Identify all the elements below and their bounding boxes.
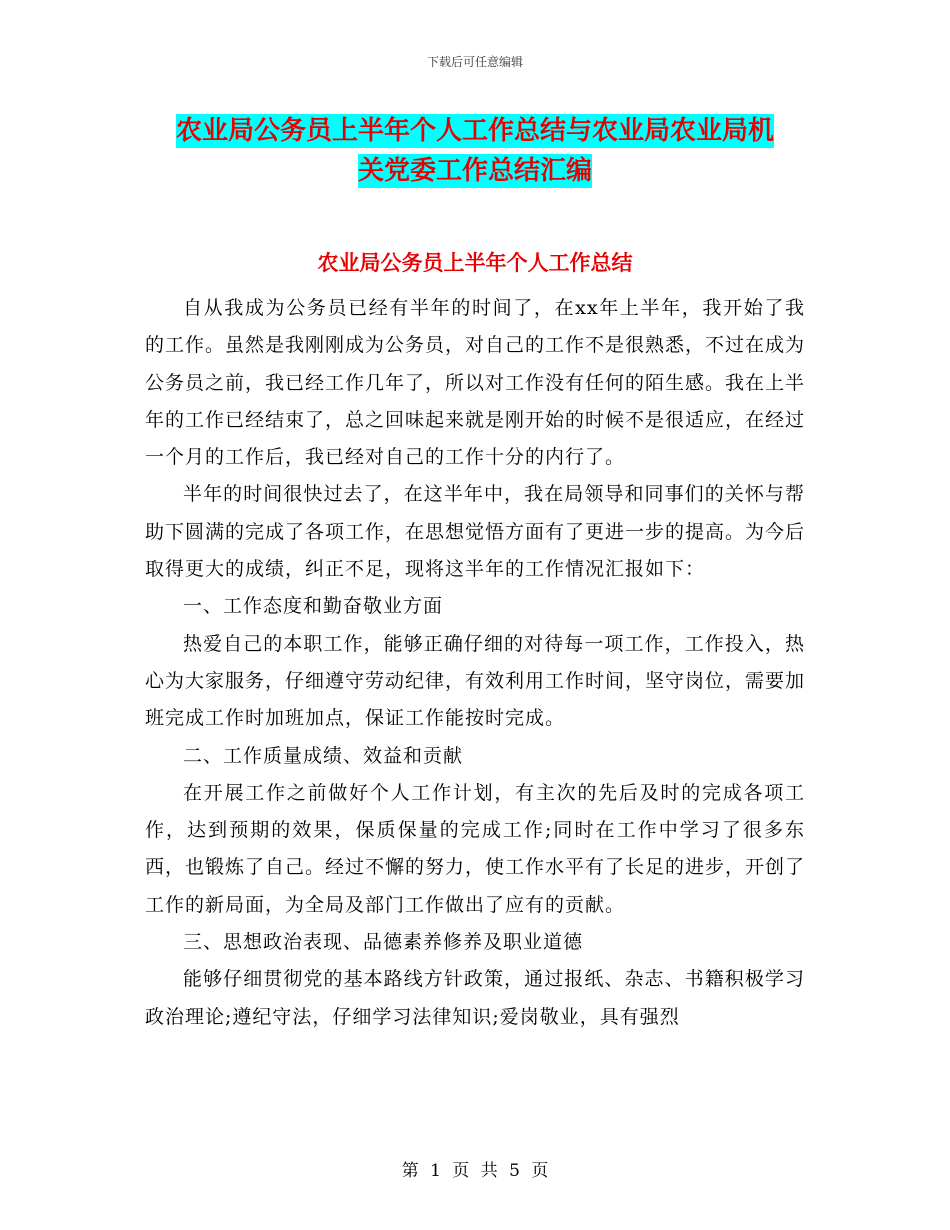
footer-prefix: 第 (401, 1161, 419, 1181)
section-heading: 二、工作质量成绩、效益和贡献 (183, 744, 464, 767)
title-line-1: 农业局公务员上半年个人工作总结与农业局农业局机 (175, 116, 774, 146)
section-heading: 一、工作态度和勤奋敬业方面 (183, 595, 444, 618)
paragraph: 半年的时间很快过去了，在这半年中，我在局领导和同事们的关怀与帮助下圆满的完成了各项工作，在思想觉悟方面有了更进一步的提高。为今后取得更大的成绩，纠正不足，现将这半年的工作情况汇报如下： (145, 483, 806, 581)
footer-mid: 页 (452, 1161, 470, 1181)
header-note: 下载后可任意编辑 (426, 55, 523, 69)
page-number: 1 (430, 1161, 441, 1181)
page-total: 5 (509, 1161, 520, 1181)
section-heading: 三、思想政治表现、品德素养修养及职业道德 (183, 931, 584, 954)
paragraph: 热爱自己的本职工作，能够正确仔细的对待每一项工作，工作投入，热心为大家服务，仔细遵守劳动纪律，有效利用工作时间，坚守岗位，需要加班完成工作时加班加点，保证工作能按时完成。 (145, 632, 806, 730)
paragraph: 能够仔细贯彻党的基本路线方针政策，通过报纸、杂志、书籍积极学习政治理论;遵纪守法，仔细学习法律知识;爱岗敬业，具有强烈 (145, 968, 805, 1028)
footer-suffix: 页 (531, 1161, 549, 1181)
paragraph: 自从我成为公务员已经有半年的时间了，在xx年上半年，我开始了我的工作。虽然是我刚刚成为公务员，对自己的工作不是很熟悉，不过在成为公务员之前，我已经工作几年了，所以对工作没有任何的陌生感。我在上半年的工作已经结束了，总之回味起来就是刚开始的时候不是很适应，在经过一个月的工作后，我已经对自己的工作十分的内行了。 (145, 297, 806, 469)
footer-of: 共 (480, 1161, 498, 1181)
document-title (145, 111, 805, 191)
document-body (145, 290, 805, 1036)
page-footer (0, 1156, 950, 1181)
paragraph: 在开展工作之前做好个人工作计划，有主次的先后及时的完成各项工作，达到预期的效果，保质保量的完成工作;同时在工作中学习了很多东西，也锻炼了自己。经过不懈的努力，使工作水平有了长足的进步，开创了工作的新局面，为全局及部门工作做出了应有的贡献。 (145, 781, 806, 916)
title-line-2: 关党委工作总结汇编 (357, 156, 592, 186)
section-title: 农业局公务员上半年个人工作总结 (317, 251, 633, 275)
